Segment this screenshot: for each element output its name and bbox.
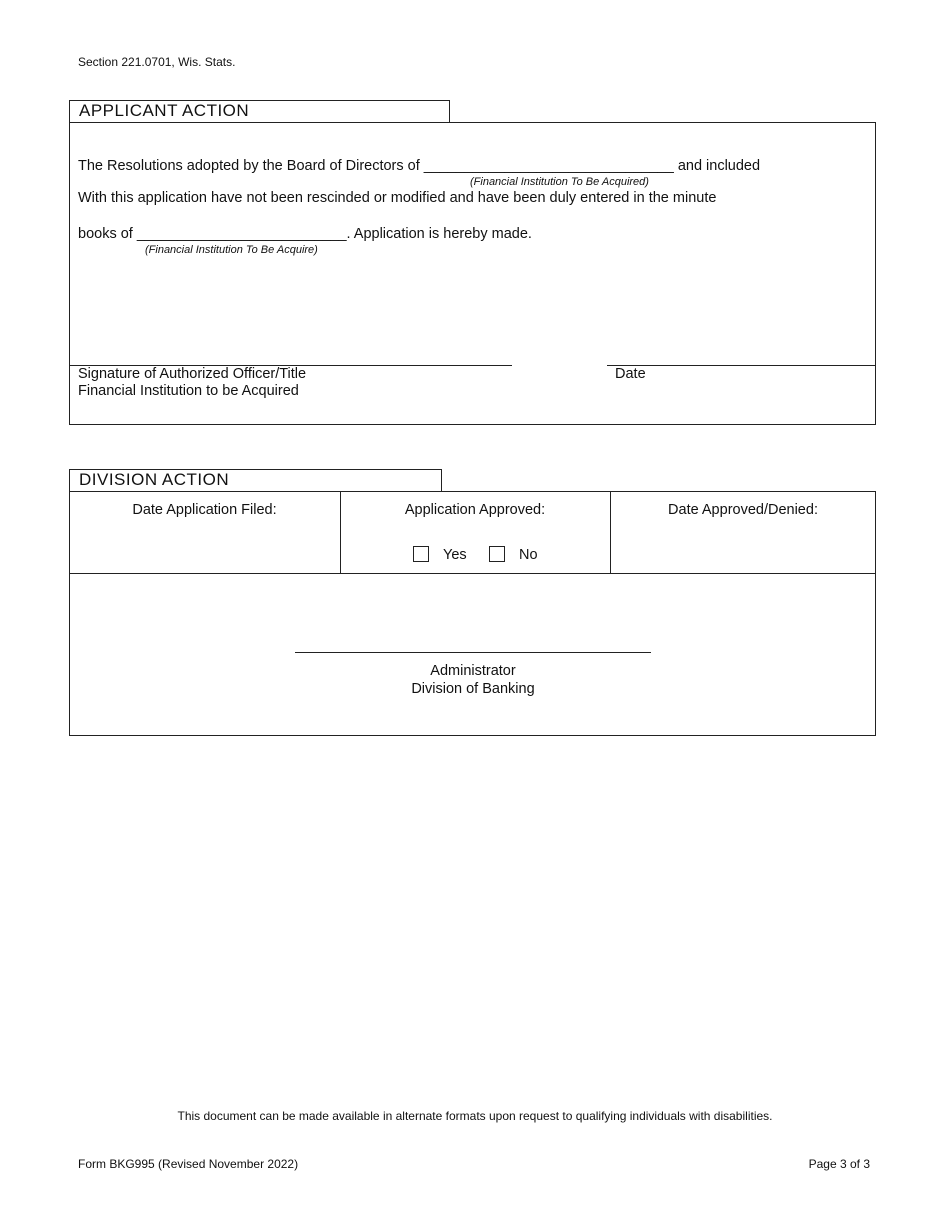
date-approved-denied-label: Date Approved/Denied: <box>668 502 818 518</box>
accessibility-note: This document can be made available in alternate formats upon request to qualifying individuals with disabilities. <box>177 1109 773 1123</box>
line3-prefix: books of <box>78 226 133 242</box>
form-id: Form BKG995 (Revised November 2022) <box>78 1157 299 1171</box>
date-label: Date <box>615 366 646 382</box>
no-checkbox[interactable] <box>489 546 505 562</box>
yes-checkbox[interactable] <box>413 546 429 562</box>
yes-label: Yes <box>443 547 467 563</box>
line1-prefix: The Resolutions adopted by the Board of Directors of <box>78 158 420 174</box>
resolution-line-3 <box>78 226 532 242</box>
resolution-line-2: With this application have not been rescinded or modified and have been duly entered in the minute <box>78 190 717 206</box>
institution-blank-2[interactable]: __________________________ <box>136 226 347 242</box>
application-approved-label: Application Approved: <box>404 502 546 518</box>
divider <box>69 573 876 574</box>
page-number: Page 3 of 3 <box>808 1157 870 1171</box>
date-filed-label: Date Application Filed: <box>132 502 277 518</box>
caption-institution-2: (Financial Institution To Be Acquire) <box>145 244 318 256</box>
division-label: Division of Banking <box>411 681 535 697</box>
administrator-signature-line[interactable] <box>295 652 651 653</box>
line1-suffix: and included <box>677 158 761 174</box>
institution-blank-1[interactable]: _______________________________ <box>423 158 674 174</box>
line3-suffix: . Application is hereby made. <box>346 226 532 242</box>
resolution-line-1 <box>78 158 760 174</box>
institution-label: Financial Institution to be Acquired <box>78 383 299 399</box>
applicant-action-header: APPLICANT ACTION <box>69 100 450 123</box>
administrator-label: Administrator <box>430 663 516 679</box>
division-action-header: DIVISION ACTION <box>69 469 442 492</box>
date-line[interactable] <box>607 365 876 366</box>
division-action-section <box>69 491 876 736</box>
caption-institution-1: (Financial Institution To Be Acquired) <box>470 176 649 188</box>
statute-reference: Section 221.0701, Wis. Stats. <box>78 55 236 69</box>
signature-label: Signature of Authorized Officer/Title <box>78 366 307 382</box>
no-label: No <box>519 547 538 563</box>
